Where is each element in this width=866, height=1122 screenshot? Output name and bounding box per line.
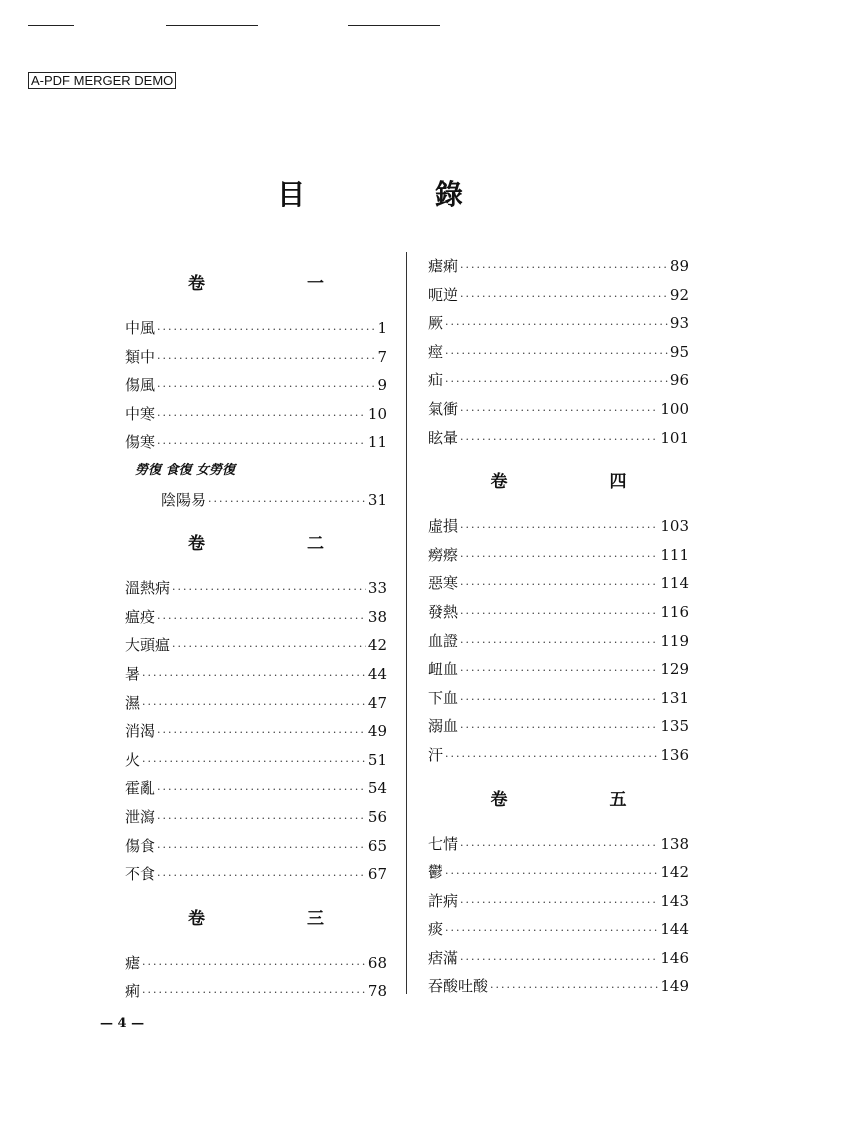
page-number: 89 — [669, 257, 689, 275]
page-number: 136 — [660, 745, 689, 764]
page-number: 92 — [669, 285, 689, 304]
page-number: 100 — [660, 399, 689, 418]
dot-leader — [460, 600, 658, 629]
page-number: 138 — [660, 834, 689, 853]
page-number: 47 — [367, 693, 387, 712]
toc-entry[interactable]: 瘧 ····· 68 — [125, 949, 387, 978]
dot-leader — [142, 979, 366, 1008]
dot-leader — [460, 571, 658, 600]
toc-entry[interactable]: 汗 ····· 136 — [428, 741, 689, 770]
dot-leader — [157, 776, 366, 805]
toc-entry[interactable]: 發熱 ····· 116 — [428, 598, 689, 627]
volume-heading-5: 卷 五 — [490, 789, 675, 810]
toc-right-column — [428, 252, 689, 1001]
dot-leader — [460, 629, 658, 658]
dot-leader — [460, 832, 658, 861]
toc-entry[interactable]: 痙 ····· 95 — [428, 338, 689, 367]
page-number: 7 — [377, 347, 387, 366]
page-number: 143 — [660, 891, 689, 910]
page-folio: — 4 — — [100, 1016, 145, 1031]
dot-leader — [460, 254, 668, 283]
page-number: 135 — [660, 717, 689, 736]
toc-entry[interactable]: 火 ····· 51 — [125, 746, 387, 775]
toc-entry[interactable]: 血證 ····· 119 — [428, 627, 689, 656]
toc-entry[interactable]: 溺血 ····· 135 — [428, 712, 689, 741]
dot-leader — [460, 426, 658, 455]
toc-entry[interactable]: 呃逆 ····· 92 — [428, 281, 689, 310]
dot-leader — [157, 719, 366, 748]
page-number: 129 — [660, 660, 689, 679]
page-number: 149 — [660, 977, 689, 996]
toc-entry[interactable]: 中風 ····· 1 — [125, 314, 387, 343]
toc-entry[interactable]: 傷寒 ····· 11 — [125, 428, 387, 457]
page-number: 119 — [660, 631, 689, 650]
toc-entry[interactable]: 虛損 ····· 103 — [428, 512, 689, 541]
toc-entry[interactable]: 消渴 ····· 49 — [125, 717, 387, 746]
page-number: 1 — [377, 319, 387, 337]
toc-entry[interactable]: 痞滿 ····· 146 — [428, 944, 689, 973]
toc-entry[interactable]: 溫熱病 ····· 33 — [125, 574, 387, 603]
toc-entry[interactable]: 痢 ····· 78 — [125, 977, 387, 1006]
toc-entry[interactable]: 衄血 ····· 129 — [428, 655, 689, 684]
dot-leader — [460, 686, 658, 715]
dot-leader — [490, 974, 658, 1003]
top-rule — [166, 25, 258, 26]
dot-leader — [460, 714, 658, 743]
page-number: 103 — [660, 517, 689, 536]
dot-leader — [157, 373, 375, 402]
page-number: 10 — [367, 404, 387, 423]
toc-subentry-note: 勞復 食復 女勞復 — [135, 462, 236, 478]
toc-entry[interactable]: 瘧痢 ····· 89 — [428, 252, 689, 281]
page-number: 144 — [660, 920, 689, 939]
dot-leader — [157, 402, 366, 431]
toc-entry[interactable]: 霍亂 ····· 54 — [125, 774, 387, 803]
dot-leader — [142, 662, 366, 691]
dot-leader — [157, 605, 366, 634]
page-number: 68 — [367, 953, 387, 972]
page-number: 131 — [660, 688, 689, 707]
page-number: 44 — [367, 664, 387, 683]
column-divider — [406, 252, 407, 994]
toc-entry[interactable]: 疝 ····· 96 — [428, 366, 689, 395]
page-number: 101 — [660, 428, 689, 447]
toc-entry[interactable]: 氣衝 ····· 100 — [428, 395, 689, 424]
toc-entry[interactable]: 傷食 ····· 65 — [125, 832, 387, 861]
page-number: 54 — [367, 779, 387, 798]
dot-leader — [445, 917, 658, 946]
dot-leader — [460, 514, 658, 543]
page-number: 49 — [367, 722, 387, 741]
dot-leader — [460, 889, 658, 918]
dot-leader — [445, 860, 658, 889]
dot-leader — [157, 805, 366, 834]
top-rule — [348, 25, 440, 26]
toc-entry[interactable]: 類中 ····· 7 — [125, 343, 387, 372]
page-number: 95 — [669, 342, 689, 361]
top-rule — [28, 25, 74, 26]
dot-leader — [460, 946, 658, 975]
dot-leader — [157, 862, 366, 891]
dot-leader — [157, 834, 366, 863]
dot-leader — [157, 316, 375, 345]
page-number: 67 — [367, 865, 387, 884]
toc-entry[interactable]: 暑 ····· 44 — [125, 660, 387, 689]
volume-heading-3: 卷 三 — [188, 908, 372, 929]
dot-leader — [460, 283, 668, 312]
toc-entry[interactable]: 癆瘵 ····· 111 — [428, 541, 689, 570]
page-number: 11 — [367, 433, 387, 452]
toc-entry[interactable]: 泄瀉 ····· 56 — [125, 803, 387, 832]
dot-leader — [460, 397, 658, 426]
dot-leader — [460, 657, 658, 686]
toc-entry[interactable]: 下血 ····· 131 — [428, 684, 689, 713]
page-number: 42 — [367, 636, 387, 655]
page-number: 114 — [660, 574, 689, 593]
toc-entry[interactable]: 大頭瘟 ····· 42 — [125, 631, 387, 660]
toc-entry[interactable]: 惡寒 ····· 114 — [428, 569, 689, 598]
toc-entry[interactable]: 七情 ····· 138 — [428, 830, 689, 859]
page-number: 38 — [367, 607, 387, 626]
page-number: 9 — [377, 376, 387, 395]
volume-heading-1: 卷 一 — [188, 274, 372, 294]
page-number: 93 — [669, 314, 689, 333]
page-number: 33 — [367, 579, 387, 598]
dot-leader — [142, 748, 366, 777]
toc-entry[interactable]: 傷風 ····· 9 — [125, 371, 387, 400]
page-number: 111 — [660, 545, 689, 564]
page-number: 65 — [367, 836, 387, 855]
dot-leader — [445, 311, 668, 340]
dot-leader — [157, 345, 375, 374]
page-number: 142 — [660, 863, 689, 882]
toc-entry[interactable]: 吞酸吐酸 ····· 149 — [428, 972, 689, 1001]
dot-leader — [445, 340, 668, 369]
toc-entry[interactable]: 不食 ····· 67 — [125, 860, 387, 889]
dot-leader — [142, 691, 366, 720]
page-number: 146 — [660, 948, 689, 967]
watermark-label: A-PDF MERGER DEMO — [28, 72, 176, 89]
dot-leader — [142, 951, 366, 980]
toc-entry[interactable]: 濕 ····· 47 — [125, 689, 387, 718]
toc-entry[interactable]: 鬱 ····· 142 — [428, 858, 689, 887]
toc-entry[interactable]: 瘟疫 ····· 38 — [125, 603, 387, 632]
toc-left-column — [125, 262, 387, 1006]
toc-entry[interactable]: 陰陽易 ····· 31 — [125, 486, 387, 515]
toc-entry[interactable]: 詐病 ····· 143 — [428, 887, 689, 916]
toc-entry[interactable]: 中寒 ····· 10 — [125, 400, 387, 429]
dot-leader — [157, 430, 366, 459]
dot-leader — [172, 633, 366, 662]
toc-entry[interactable]: 眩暈 ····· 101 — [428, 424, 689, 453]
page-number: 56 — [367, 807, 387, 826]
dot-leader — [172, 576, 366, 605]
page-number: 31 — [367, 490, 387, 509]
toc-entry[interactable]: 厥 ····· 93 — [428, 309, 689, 338]
page-number: 96 — [669, 371, 689, 390]
volume-heading-4: 卷 四 — [490, 472, 675, 493]
volume-heading-2: 卷 二 — [188, 534, 372, 555]
page-number: 51 — [367, 750, 387, 769]
dot-leader — [208, 488, 366, 517]
toc-entry[interactable]: 痰 ····· 144 — [428, 915, 689, 944]
dot-leader — [460, 543, 658, 572]
page-number: 116 — [660, 602, 689, 621]
dot-leader — [445, 368, 668, 397]
page-title: 目 錄 — [277, 178, 523, 211]
page-number: 78 — [367, 982, 387, 1001]
dot-leader — [445, 743, 658, 772]
